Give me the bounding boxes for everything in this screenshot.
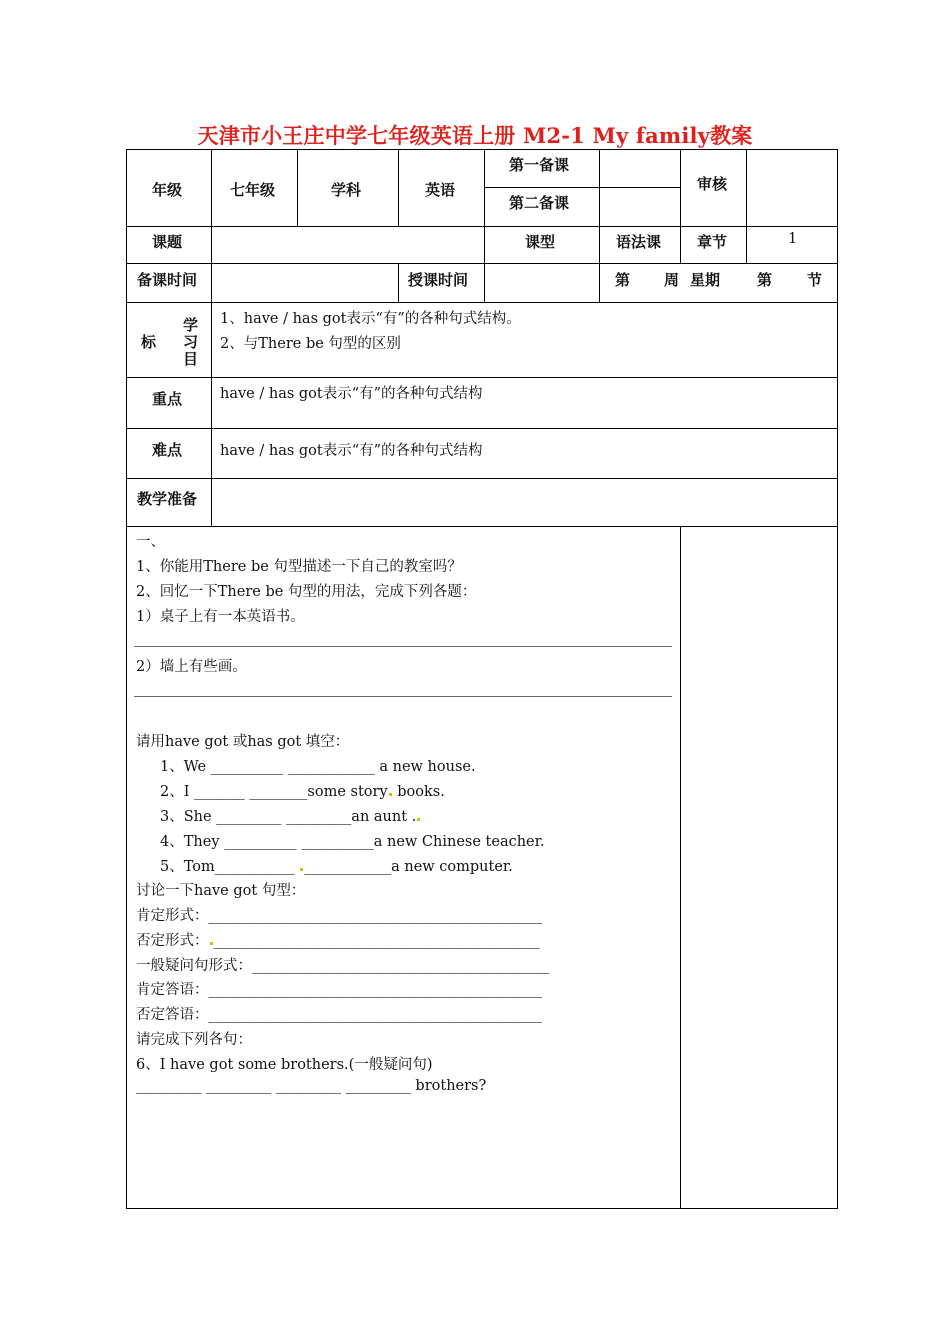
exercise-5-start: 5、Tom___________ <box>160 859 300 875</box>
negative-form-label: 否定形式： <box>136 933 209 949</box>
subject-value: 英语 <box>425 181 456 199</box>
sentence-1: 1）桌子上有一本英语书。 <box>136 609 305 625</box>
negative-form <box>136 929 540 950</box>
objective-item: 2、与There be 句型的区别 <box>220 336 401 352</box>
row-divider <box>126 226 838 227</box>
key-point-text: have / has got表示“有”的各种句式结构 <box>220 386 483 402</box>
col-divider <box>599 226 600 263</box>
notes-column-divider <box>680 526 681 1209</box>
row-divider <box>126 377 838 378</box>
row-divider <box>126 526 838 527</box>
chapter-value: 1 <box>788 231 798 247</box>
col-divider <box>211 149 212 303</box>
exercise-4: 4、They __________ __________a new Chinese teacher. <box>160 834 545 850</box>
col-divider <box>398 149 399 226</box>
schedule-xingqi: 星期 <box>690 271 721 289</box>
sentence-2: 2）墙上有些画。 <box>136 659 247 675</box>
document-title: 天津市小王庄中学七年级英语上册 M2-1 My family教案 <box>197 123 753 148</box>
exercise-2 <box>160 780 445 801</box>
row-divider <box>126 478 838 479</box>
objectives-label-xue: 学 <box>183 316 199 334</box>
schedule-di: 第 <box>615 271 631 289</box>
negative-answer: 否定答语：______________________________________________ <box>136 1007 542 1023</box>
question-form: 一般疑问句形式：_________________________________________ <box>136 958 550 974</box>
schedule-zhou: 周 <box>664 271 680 289</box>
objectives-label-biao: 标 <box>141 333 157 351</box>
schedule-jie: 节 <box>807 271 823 289</box>
subject-label: 学科 <box>331 181 362 199</box>
objectives-label-xi: 习 <box>183 333 199 351</box>
col-divider <box>211 302 212 526</box>
section-marker: 一、 <box>136 534 165 550</box>
exercise-5-end: ____________a new computer. <box>304 859 513 875</box>
row-divider <box>126 302 838 303</box>
type-label: 课型 <box>525 233 556 251</box>
exercise-3 <box>160 805 421 826</box>
first-prep-label: 第一备课 <box>509 156 570 174</box>
exercise-6-answer: _________ _________ _________ _________ brothers? <box>136 1078 487 1094</box>
discussion-prompt: 讨论一下have got 句型： <box>136 883 306 899</box>
exercise-1: 1、We __________ ____________ a new house. <box>160 759 476 775</box>
col-divider <box>680 149 681 226</box>
review-label: 审核 <box>697 175 728 193</box>
chapter-label: 章节 <box>697 233 728 251</box>
col-divider <box>484 149 485 303</box>
topic-label: 课题 <box>152 233 183 251</box>
difficulty-text: have / has got表示“有”的各种句式结构 <box>220 443 483 459</box>
col-divider <box>746 226 747 263</box>
grade-value: 七年级 <box>230 181 276 199</box>
col-divider <box>297 149 298 226</box>
question-2: 2、回忆一下There be 句型的用法，完成下列各题： <box>136 584 477 600</box>
mark-dot <box>210 942 213 945</box>
col-divider <box>599 263 600 302</box>
mark-dot <box>389 793 392 796</box>
exercise-5 <box>160 855 513 876</box>
positive-answer: 肯定答语：______________________________________________ <box>136 982 542 998</box>
answer-line <box>134 646 672 647</box>
col-divider <box>398 263 399 302</box>
complete-instructions: 请完成下列各句： <box>136 1032 252 1048</box>
difficulty-label: 难点 <box>152 441 183 459</box>
objectives-label-mu: 目 <box>183 350 199 368</box>
mark-dot <box>417 818 420 821</box>
grade-label: 年级 <box>152 181 183 199</box>
teach-time-label: 授课时间 <box>408 271 469 289</box>
answer-line <box>134 696 672 697</box>
row-divider <box>484 187 680 188</box>
mark-dot <box>300 868 303 871</box>
row-divider <box>126 263 838 264</box>
col-divider <box>599 149 600 226</box>
row-divider <box>126 428 838 429</box>
objective-item: 1、have / has got表示“有”的各种句式结构。 <box>220 311 521 327</box>
exercise-2-end: books. <box>392 784 445 800</box>
fill-instructions: 请用have got 或has got 填空： <box>136 734 350 750</box>
type-value: 语法课 <box>616 233 662 251</box>
exercise-2-start: 2、I _______ ________some story <box>160 784 388 800</box>
key-point-label: 重点 <box>152 390 183 408</box>
col-divider <box>746 149 747 226</box>
question-1: 1、你能用There be 句型描述一下自己的教室吗？ <box>136 559 462 575</box>
exercise-3-text: 3、She _________ _________an aunt . <box>160 809 417 825</box>
col-divider <box>680 226 681 263</box>
preparation-label: 教学准备 <box>137 490 198 508</box>
exercise-6: 6、I have got some brothers.(一般疑问句) <box>136 1057 433 1073</box>
second-prep-label: 第二备课 <box>509 194 570 212</box>
prep-time-label: 备课时间 <box>137 271 198 289</box>
positive-form: 肯定形式：______________________________________________ <box>136 908 542 924</box>
negative-form-blank: _____________________________________________ <box>213 933 540 949</box>
schedule-di2: 第 <box>757 271 773 289</box>
